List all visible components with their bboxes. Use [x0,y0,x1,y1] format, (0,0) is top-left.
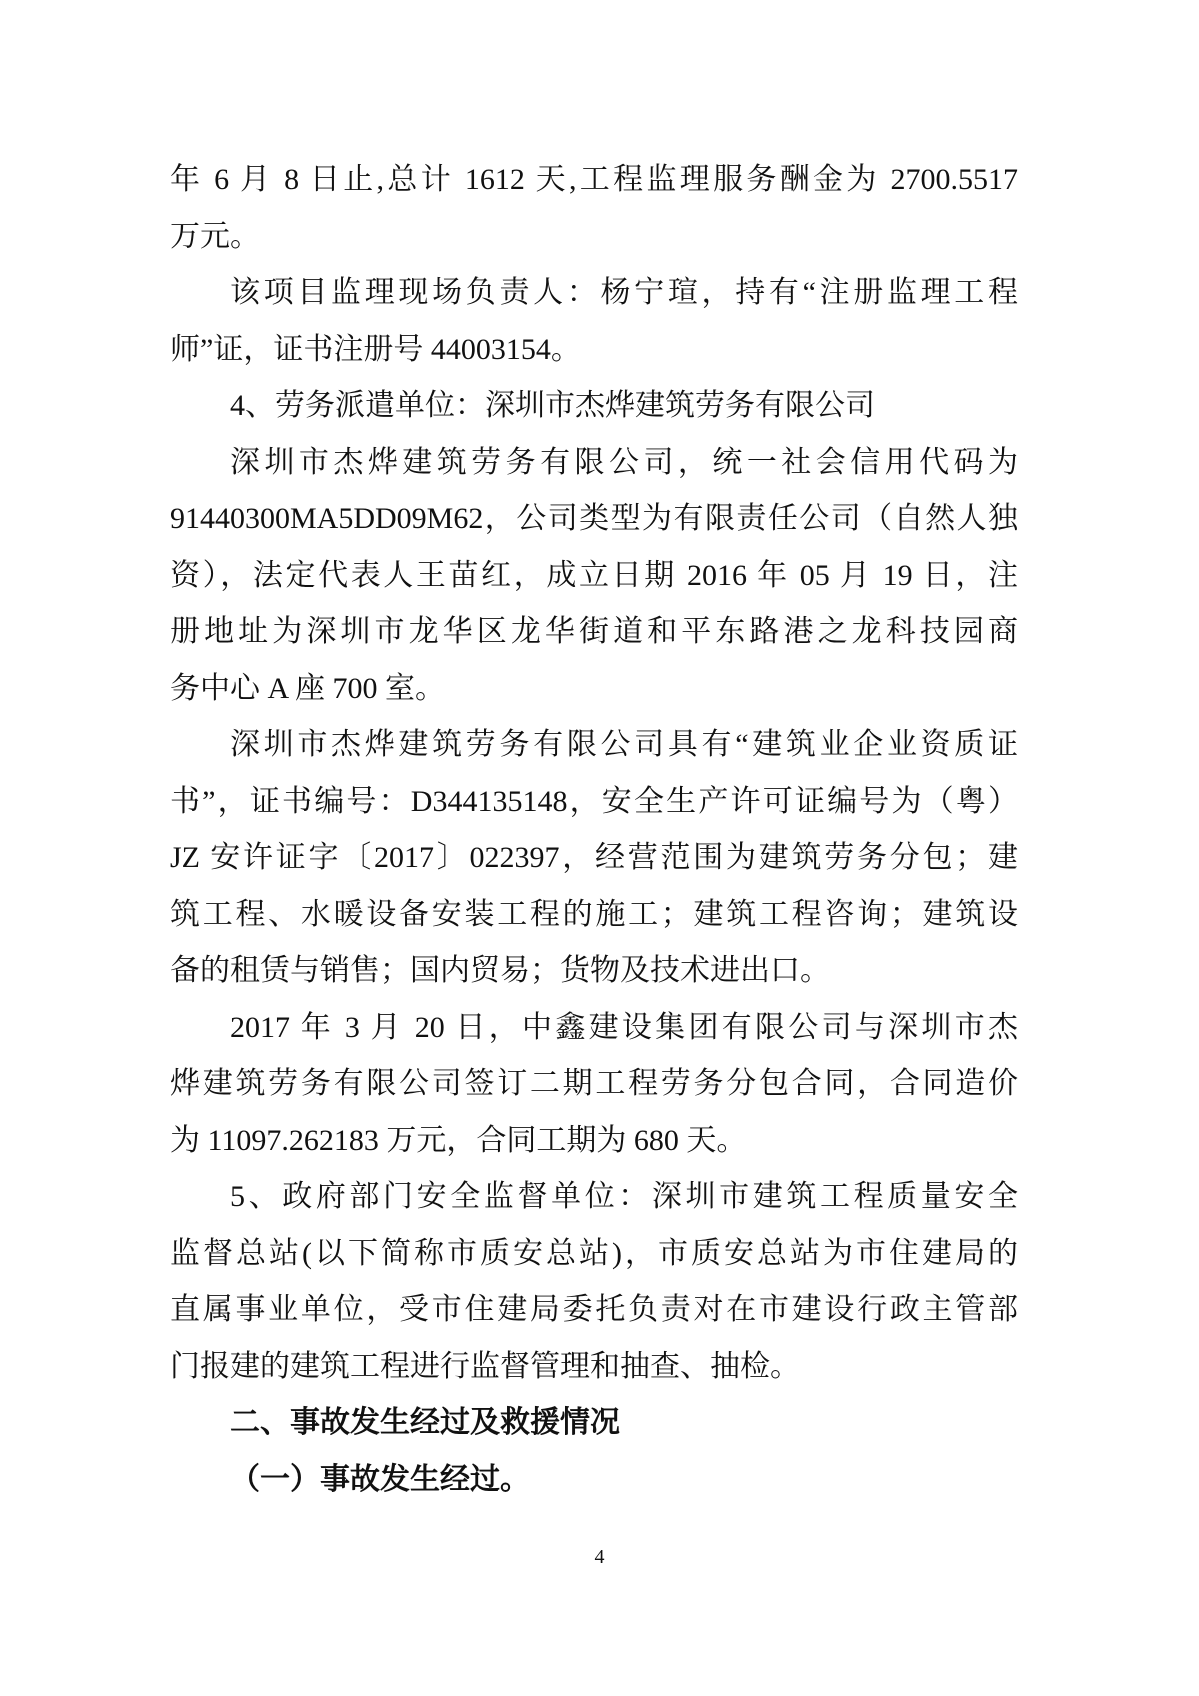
text-line: 深圳市杰烨建筑劳务有限公司具有“建筑业企业资质证 [230,728,1018,761]
text-line: 烨建筑劳务有限公司签订二期工程劳务分包合同，合同造价 [170,1067,1018,1100]
subsection-heading: （一）事故发生经过。 [230,1462,530,1496]
text-line: 该项目监理现场负责人：杨宁瑄，持有“注册监理工程 [230,276,1018,309]
text-line: 册地址为深圳市龙华区龙华街道和平东路港之龙科技园商 [170,615,1018,648]
document-text-block [170,152,1018,1508]
text-line: 务中心 A 座 700 室。 [170,671,446,705]
text-line: 监督总站(以下简称市质安总站)，市质安总站为市住建局的 [170,1236,1018,1270]
text-line: 书”，证书编号：D344135148，安全生产许可证编号为（粤） [170,784,1018,818]
text-line: 资），法定代表人王苗红，成立日期 2016 年 05 月 19 日，注 [170,558,1018,592]
page-footer [0,1545,1199,1569]
text-line: 直属事业单位，受市住建局委托负责对在市建设行政主管部 [170,1293,1018,1326]
text-line: 筑工程、水暖设备安装工程的施工；建筑工程咨询；建筑设 [170,897,1018,931]
section-heading: 二、事故发生经过及救援情况 [230,1406,620,1439]
text-line: 4、劳务派遣单位：深圳市杰烨建筑劳务有限公司 [230,389,875,422]
text-line: 门报建的建筑工程进行监督管理和抽查、抽检。 [170,1349,800,1383]
text-line: 师”证，证书注册号 44003154。 [170,332,581,366]
text-line: 91440300MA5DD09M62，公司类型为有限责任公司（自然人独 [170,502,1018,535]
page-number: 4 [594,1546,605,1568]
text-line: 万元。 [170,219,260,253]
text-line: 2017 年 3 月 20 日，中鑫建设集团有限公司与深圳市杰 [230,1010,1018,1044]
text-line: JZ 安许证字〔2017〕022397，经营范围为建筑劳务分包；建 [170,841,1018,874]
text-line: 为 11097.262183 万元，合同工期为 680 天。 [170,1123,747,1157]
text-line: 年 6 月 8 日止,总计 1612 天,工程监理服务酬金为 2700.5517 [170,163,1018,196]
text-line: 备的租赁与销售；国内贸易；货物及技术进出口。 [170,954,830,987]
text-line: 5、政府部门安全监督单位：深圳市建筑工程质量安全 [230,1180,1018,1213]
text-line: 深圳市杰烨建筑劳务有限公司，统一社会信用代码为 [230,445,1018,479]
